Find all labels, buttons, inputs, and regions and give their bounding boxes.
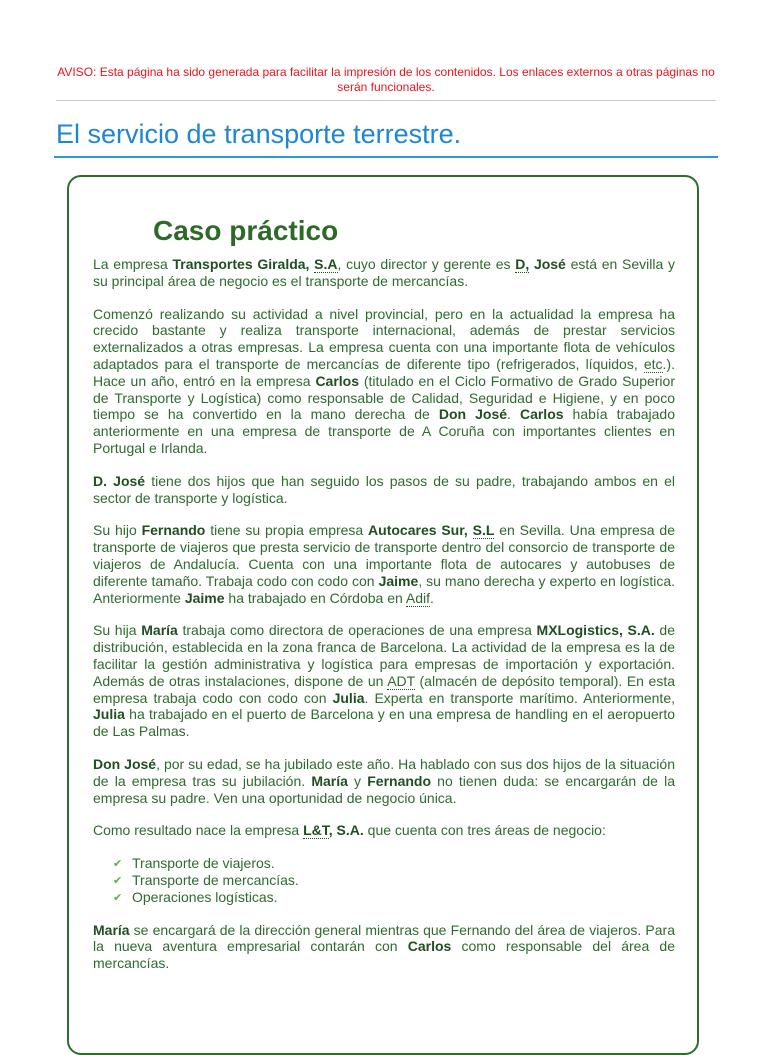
abbr-adt: ADT — [387, 672, 415, 689]
name-jaime: Jaime — [378, 572, 419, 589]
paragraph-company-history: Comenzó realizando su actividad a nivel provincial, pero en la actualidad la empresa ha crecido bastante y realiza transporte internacional, además de prestar servicios externalizados a otras empresas. La empresa cuenta con una importante flota de vehículos adaptados para el transporte de mercancías de diferente tipo (refrigerados, líquidos, etc.). Hace un año, entró en la empresa Carlos (titulado en el Ciclo Formativo de Grado Superior de Transporte y Logística) como responsable de Calidad, Seguridad e Higiene, y en poco tiempo se ha convertido en la mano derecha de Don José. Carlos había trabajado anteriormente en una empresa de transporte de A Coruña con importantes clientes en Portugal e Irlanda. — [93, 305, 675, 456]
name-carlos: Carlos — [519, 406, 564, 423]
abbr-adif: Adif — [405, 589, 431, 606]
case-study-title: Caso práctico — [153, 215, 339, 246]
abbr-lt: L&T — [303, 822, 329, 839]
name-d-jose: D. José — [93, 472, 146, 489]
name-fernando: Fernando — [367, 772, 432, 789]
title-divider — [54, 156, 718, 158]
abbr-sl: S.L — [472, 522, 495, 539]
check-icon: ✔ — [113, 858, 123, 871]
case-study-body — [93, 256, 675, 988]
name-jaime: Jaime — [184, 589, 225, 606]
paragraph-intro: La empresa Transportes Giralda, S.A, cuyo director y gerente es D, José está en Sevilla y su principal área de negocio es el transporte de mercancías. — [93, 256, 675, 289]
print-notice: AVISO: Esta página ha sido generada para facilitar la impresión de los contenidos. Los enlaces externos a otras páginas no serán funcionales. — [57, 65, 715, 94]
paragraph-new-company: Como resultado nace la empresa L&T, S.A. que cuenta con tres áreas de negocio: — [93, 822, 606, 839]
name-julia: Julia — [332, 689, 365, 706]
list-item: ✔ Transporte de viajeros. — [113, 855, 275, 872]
notice-divider — [56, 100, 716, 101]
name-julia: Julia — [93, 706, 125, 723]
name-d: D, — [515, 256, 530, 272]
check-icon: ✔ — [113, 874, 123, 887]
company-autocares: Autocares Sur, S.L — [368, 522, 495, 539]
paragraph-fernando: Su hijo Fernando tiene su propia empresa Autocares Sur, S.L en Sevilla. Una empresa de transporte de viajeros que presta servicio de transporte dentro del consorcio de transporte de viajeros de Andalucía. Cuenta con una importante flota de autocares y autobuses de diferente tamaño. Trabaja codo con codo con Jaime, su mano derecha y experto en logística. Anteriormente Jaime ha trabajado en Córdoba en Adif. — [93, 522, 676, 606]
name-don-jose: Don José — [438, 406, 508, 423]
list-item: ✔ Transporte de mercancías. — [113, 871, 299, 888]
check-icon: ✔ — [113, 891, 123, 904]
paragraph-children: D. José tiene dos hijos que han seguido los pasos de su padre, trabajando ambos en el sector de transporte y logística. — [93, 472, 675, 506]
abbr-sa: S.A — [314, 256, 338, 272]
page-title: El servicio de transporte terrestre. — [56, 119, 462, 149]
list-item: ✔ Operaciones logísticas. — [113, 888, 278, 905]
name-maria: María — [311, 772, 348, 789]
name-jose: José — [533, 256, 566, 272]
paragraph-retirement: Don José, por su edad, se ha jubilado este año. Ha hablado con sus dos hijos de la situación de la empresa tras su jubilación. María y Fernando no tienen duda: se encargarán de la empresa su padre. Ven una oportunidad de negocio única. — [93, 755, 676, 806]
name-fernando: Fernando — [141, 522, 206, 539]
company-mxlogistics: MXLogistics, S.A. — [536, 622, 655, 639]
paragraph-management: María se encargará de la dirección general mientras que Fernando del área de viajeros. Para la nueva aventura empresarial contarán con Carlos como responsable del área de mercancías. — [93, 921, 675, 972]
name-don-jose: Don José — [93, 755, 157, 772]
company-name: Transportes Giralda, S.A — [172, 256, 338, 272]
name-carlos: Carlos — [407, 938, 452, 955]
paragraph-maria: Su hija María trabaja como directora de operaciones de una empresa MXLogistics, S.A. de distribución, establecida en la zona franca de Barcelona. La actividad de la empresa es la de facilitar la gestión administrativa y logística para empresas de importación y exportación. Además de otras instalaciones, dispone de un ADT (almacén de depósito temporal). En esta empresa trabaja codo con codo con Julia. Experta en transporte marítimo. Anteriormente, Julia ha trabajado en el puerto de Barcelona y en una empresa de handling en el aeropuerto de Las Palmas. — [93, 622, 676, 740]
abbr-etc: etc — [643, 355, 663, 372]
name-carlos: Carlos — [315, 372, 360, 389]
company-lt: L&T, S.A. — [303, 822, 364, 839]
name-maria: María — [141, 622, 178, 639]
name-maria: María — [93, 921, 130, 938]
business-areas-list — [93, 855, 675, 905]
